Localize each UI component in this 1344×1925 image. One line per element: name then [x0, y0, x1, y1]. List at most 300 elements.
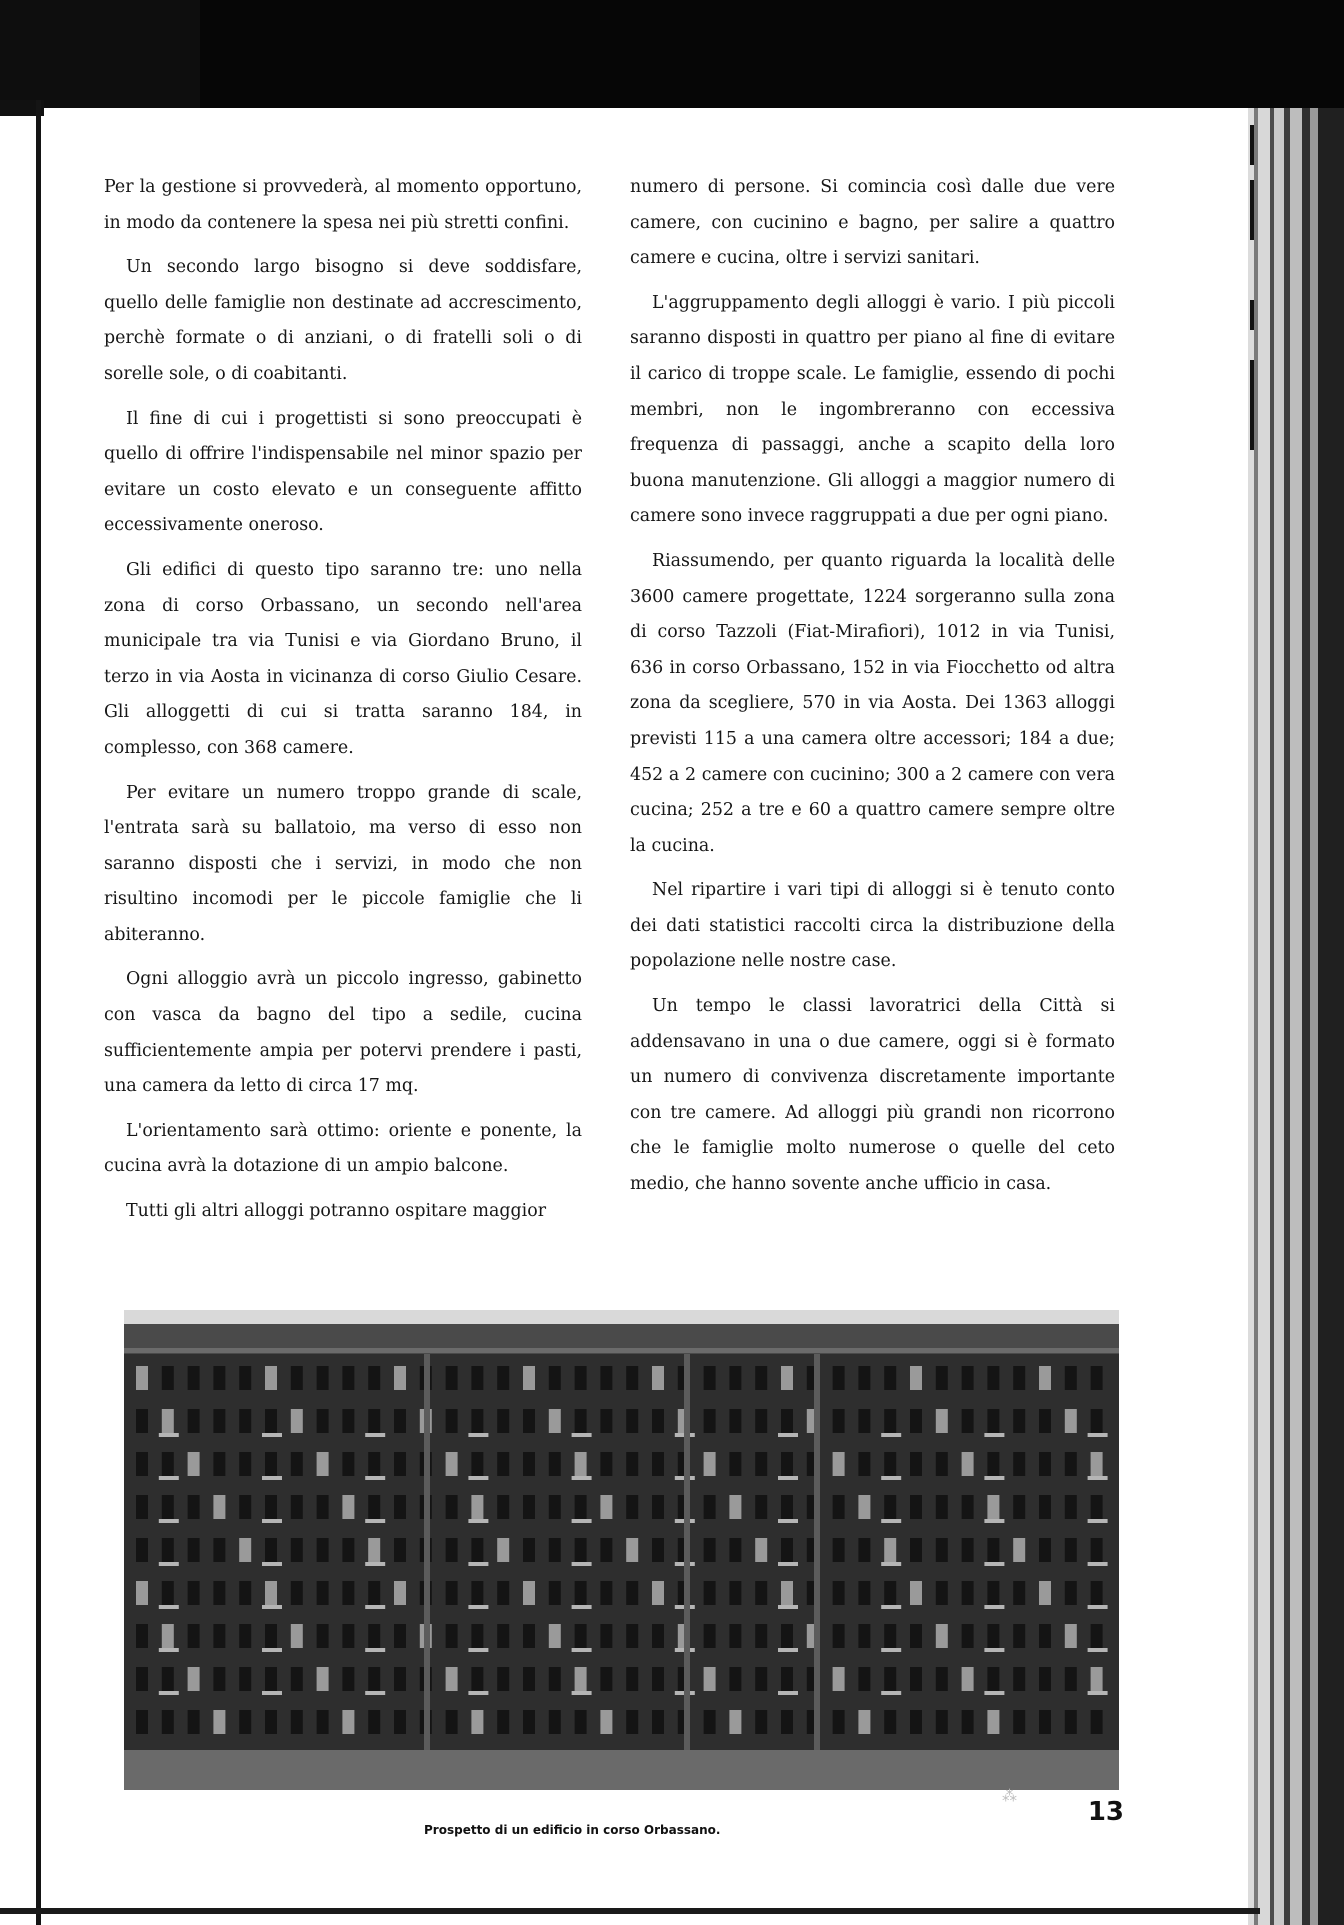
facade-window — [497, 1667, 509, 1691]
figure-caption: Prospetto di un edificio in corso Orbassano. — [424, 1823, 721, 1837]
facade-window — [729, 1581, 741, 1605]
facade-window — [523, 1452, 535, 1476]
facade-balcony — [262, 1476, 282, 1480]
facade-window — [394, 1452, 406, 1476]
facade-window — [394, 1667, 406, 1691]
facade-window — [1091, 1667, 1103, 1691]
facade-window — [342, 1538, 354, 1562]
facade-balcony — [365, 1605, 385, 1609]
facade-window — [317, 1409, 329, 1433]
facade-window — [213, 1581, 225, 1605]
facade-window — [523, 1538, 535, 1562]
facade-window — [755, 1667, 767, 1691]
paragraph: Gli edifici di questo tipo saranno tre: uno nella zona di corso Orbassano, un secondo nell'area municipale tra via Tunisi e via Giordano Bruno, il terzo in via Aosta in vicinanza di corso Giulio Cesare. Gli alloggetti di cui si tratta saranno 184, in complesso, con 368 camere. — [104, 559, 582, 758]
facade-balcony — [1088, 1691, 1108, 1695]
facade-balcony — [365, 1648, 385, 1652]
facade-window — [446, 1581, 458, 1605]
facade-window — [446, 1538, 458, 1562]
facade-window — [1013, 1581, 1025, 1605]
facade-window — [317, 1581, 329, 1605]
facade-window — [136, 1624, 148, 1648]
facade-window — [910, 1667, 922, 1691]
facade-balcony — [881, 1691, 901, 1695]
facade-window — [342, 1452, 354, 1476]
facade-window — [910, 1538, 922, 1562]
facade-window — [213, 1452, 225, 1476]
facade-window — [162, 1581, 174, 1605]
facade-window — [523, 1495, 535, 1519]
smudge-mark: ⁂ — [1002, 1787, 1017, 1805]
facade-window — [188, 1667, 200, 1691]
facade-window — [575, 1581, 587, 1605]
facade-window — [575, 1624, 587, 1648]
facade-window — [781, 1538, 793, 1562]
facade-window — [446, 1452, 458, 1476]
facade-window — [1013, 1624, 1025, 1648]
facade-window — [213, 1538, 225, 1562]
building-elevation-photo — [124, 1310, 1119, 1790]
facade-balcony — [159, 1605, 179, 1609]
facade-window — [1091, 1409, 1103, 1433]
facade-window — [136, 1538, 148, 1562]
facade-window — [626, 1366, 638, 1390]
facade-balcony — [572, 1648, 592, 1652]
facade-window — [162, 1495, 174, 1519]
facade-window — [652, 1581, 664, 1605]
facade-window — [523, 1366, 535, 1390]
facade-window — [471, 1624, 483, 1648]
facade-window — [910, 1366, 922, 1390]
facade-window — [755, 1495, 767, 1519]
facade-window — [833, 1624, 845, 1648]
facade-window — [1065, 1409, 1077, 1433]
facade-window — [239, 1495, 251, 1519]
facade-balcony — [984, 1476, 1004, 1480]
facade-window — [497, 1366, 509, 1390]
facade-window — [858, 1710, 870, 1734]
facade-window — [600, 1495, 612, 1519]
facade-window — [1091, 1366, 1103, 1390]
facade-window — [704, 1495, 716, 1519]
facade-window — [239, 1452, 251, 1476]
facade-window — [704, 1581, 716, 1605]
facade-window — [239, 1409, 251, 1433]
facade-window — [704, 1624, 716, 1648]
facade-window — [962, 1710, 974, 1734]
facade-window — [1013, 1409, 1025, 1433]
facade-window — [368, 1366, 380, 1390]
facade-window — [342, 1581, 354, 1605]
paragraph: Per evitare un numero troppo grande di scale, l'entrata sarà su ballatoio, ma verso di esso non saranno disposti che i servizi, in modo che non risultino incomodi per le piccole famiglie che li abiteranno. — [104, 782, 582, 945]
facade-window — [1013, 1366, 1025, 1390]
facade-window — [600, 1452, 612, 1476]
facade-balcony — [365, 1433, 385, 1437]
facade-window — [213, 1667, 225, 1691]
facade-window — [884, 1452, 896, 1476]
facade-window — [1065, 1581, 1077, 1605]
facade-balcony — [778, 1562, 798, 1566]
facade-window — [781, 1624, 793, 1648]
facade-window — [549, 1667, 561, 1691]
facade-window — [575, 1710, 587, 1734]
facade-window — [755, 1452, 767, 1476]
facade-window — [549, 1366, 561, 1390]
facade-window — [523, 1409, 535, 1433]
facade-window — [910, 1409, 922, 1433]
facade-balcony — [881, 1562, 901, 1566]
facade-window — [162, 1710, 174, 1734]
facade-balcony — [468, 1433, 488, 1437]
facade-window — [162, 1409, 174, 1433]
facade-balcony — [468, 1648, 488, 1652]
facade-window — [342, 1624, 354, 1648]
facade-window — [1065, 1538, 1077, 1562]
facade-window — [265, 1667, 277, 1691]
facade-window — [342, 1710, 354, 1734]
paragraph: Nel ripartire i vari tipi di alloggi si è tenuto conto dei dati statistici raccolti circa la distribuzione della popolazione nelle nostre case. — [630, 880, 1115, 972]
facade-window — [1065, 1452, 1077, 1476]
facade-window — [523, 1710, 535, 1734]
facade-window — [291, 1495, 303, 1519]
facade-window — [729, 1366, 741, 1390]
facade-window — [729, 1624, 741, 1648]
facade-window — [549, 1581, 561, 1605]
edge-mark — [1250, 125, 1254, 165]
facade-balcony — [365, 1476, 385, 1480]
facade-window — [936, 1495, 948, 1519]
facade-window — [1091, 1710, 1103, 1734]
facade-window — [523, 1581, 535, 1605]
facade-window — [833, 1667, 845, 1691]
facade-window — [549, 1452, 561, 1476]
text-column-left — [104, 170, 582, 1239]
facade-window — [987, 1366, 999, 1390]
facade-window — [936, 1452, 948, 1476]
facade-window — [1039, 1581, 1051, 1605]
facade-window — [239, 1366, 251, 1390]
facade-window — [549, 1409, 561, 1433]
facade-window — [1013, 1538, 1025, 1562]
facade-window — [317, 1710, 329, 1734]
facade-window — [368, 1538, 380, 1562]
facade-window — [729, 1538, 741, 1562]
facade-window — [858, 1624, 870, 1648]
facade-window — [368, 1624, 380, 1648]
edge-mark — [1250, 180, 1254, 240]
facade-balcony — [365, 1562, 385, 1566]
facade-window — [265, 1538, 277, 1562]
facade-window — [600, 1624, 612, 1648]
facade-window — [471, 1538, 483, 1562]
facade-window — [265, 1366, 277, 1390]
facade-window — [936, 1409, 948, 1433]
facade-balcony — [984, 1562, 1004, 1566]
facade-window — [1091, 1495, 1103, 1519]
facade-balcony — [778, 1433, 798, 1437]
facade-balcony — [881, 1648, 901, 1652]
facade-window — [781, 1710, 793, 1734]
facade-window — [575, 1452, 587, 1476]
facade-window — [626, 1452, 638, 1476]
facade-window — [136, 1495, 148, 1519]
facade-balcony — [572, 1476, 592, 1480]
facade-window — [755, 1538, 767, 1562]
facade-window — [497, 1624, 509, 1648]
facade-window — [265, 1581, 277, 1605]
facade-window — [987, 1581, 999, 1605]
facade-balcony — [572, 1433, 592, 1437]
facade-window — [549, 1624, 561, 1648]
facade-window — [497, 1452, 509, 1476]
facade-window — [1039, 1366, 1051, 1390]
facade-window — [755, 1710, 767, 1734]
facade-window — [549, 1710, 561, 1734]
facade-window — [575, 1538, 587, 1562]
facade-window — [626, 1710, 638, 1734]
facade-window — [291, 1710, 303, 1734]
facade-window — [1013, 1452, 1025, 1476]
facade-window — [781, 1581, 793, 1605]
facade-window — [368, 1581, 380, 1605]
facade-window — [1091, 1624, 1103, 1648]
facade-window — [497, 1538, 509, 1562]
facade-window — [342, 1495, 354, 1519]
facade-window — [858, 1495, 870, 1519]
facade-balcony — [365, 1519, 385, 1523]
paragraph: L'aggruppamento degli alloggi è vario. I più piccoli saranno disposti in quattro per piano al fine di evitare il carico di troppe scale. Le famiglie, essendo di pochi membri, non le ingombreranno con eccessiva frequenza di passaggi, anche a scapito della loro buona manutenzione. Gli alloggi a maggior numero di camere sono invece raggruppati a due per ogni piano. — [630, 292, 1115, 527]
facade-balcony — [159, 1433, 179, 1437]
facade-window — [858, 1538, 870, 1562]
facade-window — [188, 1452, 200, 1476]
facade-balcony — [778, 1691, 798, 1695]
facade-window — [626, 1495, 638, 1519]
facade-window — [652, 1667, 664, 1691]
facade-window — [368, 1409, 380, 1433]
facade-window — [936, 1710, 948, 1734]
facade-window — [781, 1452, 793, 1476]
facade-window — [317, 1495, 329, 1519]
facade-window — [1039, 1409, 1051, 1433]
facade-window — [317, 1667, 329, 1691]
facade-balcony — [262, 1691, 282, 1695]
facade-window — [394, 1581, 406, 1605]
facade-window — [858, 1366, 870, 1390]
facade-window — [471, 1581, 483, 1605]
facade-window — [936, 1667, 948, 1691]
paragraph: Tutti gli altri alloggi potranno ospitare maggior — [126, 1201, 547, 1222]
facade-window — [884, 1538, 896, 1562]
facade-window — [239, 1710, 251, 1734]
facade-window — [136, 1581, 148, 1605]
facade-window — [626, 1624, 638, 1648]
facade-window — [729, 1495, 741, 1519]
facade-window — [910, 1624, 922, 1648]
paragraph: L'orientamento sarà ottimo: oriente e ponente, la cucina avrà la dotazione di un ampio balcone. — [104, 1120, 582, 1177]
facade-window — [162, 1366, 174, 1390]
facade-balcony — [159, 1648, 179, 1652]
paragraph: Il fine di cui i progettisti si sono preoccupati è quello di offrire l'indispensabile nel minor spazio per evitare un costo elevato e un conseguente affitto eccessivamente oneroso. — [104, 408, 582, 536]
facade-balcony — [262, 1562, 282, 1566]
facade-balcony — [1088, 1476, 1108, 1480]
facade-window — [265, 1495, 277, 1519]
facade-window — [188, 1581, 200, 1605]
facade-window — [987, 1409, 999, 1433]
facade-window — [497, 1409, 509, 1433]
facade-window — [1039, 1538, 1051, 1562]
facade-balcony — [984, 1605, 1004, 1609]
facade-window — [936, 1538, 948, 1562]
facade-window — [1065, 1624, 1077, 1648]
facade-window — [575, 1409, 587, 1433]
facade-balcony — [262, 1433, 282, 1437]
facade-window — [188, 1624, 200, 1648]
edge-mark — [1250, 360, 1254, 450]
facade-window — [884, 1409, 896, 1433]
facade-balcony — [572, 1691, 592, 1695]
facade-window — [188, 1409, 200, 1433]
facade-window — [755, 1366, 767, 1390]
facade-window — [755, 1581, 767, 1605]
facade-window — [471, 1495, 483, 1519]
facade-window — [858, 1409, 870, 1433]
facade-window — [987, 1710, 999, 1734]
facade-window — [1013, 1495, 1025, 1519]
facade-window — [446, 1667, 458, 1691]
facade-window — [833, 1409, 845, 1433]
facade-window — [368, 1495, 380, 1519]
facade-window — [265, 1624, 277, 1648]
facade-window — [291, 1452, 303, 1476]
facade-window — [317, 1624, 329, 1648]
facade-window — [936, 1366, 948, 1390]
facade-pilaster — [684, 1354, 690, 1750]
facade-window — [136, 1710, 148, 1734]
facade-window — [136, 1667, 148, 1691]
facade-window — [471, 1710, 483, 1734]
facade-window — [729, 1452, 741, 1476]
facade-pilaster — [814, 1354, 820, 1750]
facade-balcony — [572, 1519, 592, 1523]
facade-balcony — [159, 1691, 179, 1695]
facade-balcony — [468, 1691, 488, 1695]
facade-window — [1039, 1710, 1051, 1734]
facade-window — [523, 1667, 535, 1691]
facade-window — [884, 1624, 896, 1648]
facade-window — [1039, 1667, 1051, 1691]
facade-window — [704, 1366, 716, 1390]
facade-balcony — [778, 1519, 798, 1523]
facade-balcony — [984, 1691, 1004, 1695]
facade-balcony — [159, 1519, 179, 1523]
facade-window — [1091, 1581, 1103, 1605]
facade-window — [858, 1667, 870, 1691]
facade-balcony — [572, 1562, 592, 1566]
facade-window — [213, 1366, 225, 1390]
facade-balcony — [1088, 1519, 1108, 1523]
facade-window — [1065, 1366, 1077, 1390]
facade-balcony — [365, 1691, 385, 1695]
facade-window — [910, 1452, 922, 1476]
facade-window — [394, 1409, 406, 1433]
facade-balcony — [881, 1476, 901, 1480]
facade-window — [136, 1409, 148, 1433]
facade-window — [962, 1495, 974, 1519]
facade-window — [265, 1710, 277, 1734]
facade-window — [394, 1366, 406, 1390]
facade-balcony — [262, 1519, 282, 1523]
facade-window — [781, 1409, 793, 1433]
facade-balcony — [778, 1476, 798, 1480]
facade-window — [575, 1366, 587, 1390]
facade-balcony — [572, 1605, 592, 1609]
facade-window — [188, 1710, 200, 1734]
facade-window — [729, 1409, 741, 1433]
facade-window — [342, 1409, 354, 1433]
facade-window — [446, 1624, 458, 1648]
facade-balcony — [468, 1605, 488, 1609]
facade-window — [162, 1452, 174, 1476]
facade-window — [833, 1710, 845, 1734]
facade-window — [394, 1710, 406, 1734]
facade-window — [471, 1366, 483, 1390]
facade-window — [368, 1710, 380, 1734]
facade-window — [1039, 1452, 1051, 1476]
facade-window — [497, 1495, 509, 1519]
facade-balcony — [778, 1605, 798, 1609]
facade-window — [162, 1667, 174, 1691]
facade-window — [910, 1710, 922, 1734]
facade-window — [317, 1538, 329, 1562]
facade-window — [704, 1452, 716, 1476]
facade-balcony — [262, 1648, 282, 1652]
facade-window — [1039, 1624, 1051, 1648]
facade-window — [755, 1409, 767, 1433]
facade-window — [549, 1495, 561, 1519]
facade-window — [833, 1452, 845, 1476]
facade-balcony — [1088, 1605, 1108, 1609]
facade-window — [136, 1452, 148, 1476]
facade-window — [626, 1538, 638, 1562]
facade-window — [652, 1366, 664, 1390]
facade-window — [704, 1409, 716, 1433]
facade-balcony — [468, 1519, 488, 1523]
facade-window — [213, 1624, 225, 1648]
paragraph: Riassumendo, per quanto riguarda la località delle 3600 camere progettate, 1224 sorgeranno sulla zona di corso Tazzoli (Fiat-Mirafiori), 1012 in via Tunisi, 636 in corso Orbassano, 152 in via Fiocchetto od altra zona da scegliere, 570 in via Aosta. Dei 1363 alloggi previsti 115 a una camera oltre accessori; 184 a due; 452 a 2 camere con cucinino; 300 a 2 camere con vera cucina; 252 a tre e 60 a quattro camere sempre oltre la cucina. — [630, 550, 1115, 856]
scan-right-border — [1248, 108, 1344, 1925]
facade-window — [471, 1452, 483, 1476]
facade-window — [652, 1409, 664, 1433]
facade-window — [781, 1667, 793, 1691]
edge-mark — [1250, 300, 1254, 330]
facade-window — [213, 1409, 225, 1433]
facade-window — [987, 1538, 999, 1562]
facade-window — [291, 1624, 303, 1648]
facade-window — [1013, 1667, 1025, 1691]
facade-window — [136, 1366, 148, 1390]
facade-window — [729, 1710, 741, 1734]
facade-window — [188, 1495, 200, 1519]
facade-window — [342, 1667, 354, 1691]
facade-window — [884, 1581, 896, 1605]
facade-window — [910, 1495, 922, 1519]
facade-balcony — [984, 1519, 1004, 1523]
facade-window — [239, 1624, 251, 1648]
facade-window — [704, 1538, 716, 1562]
facade-window — [265, 1452, 277, 1476]
facade-window — [600, 1366, 612, 1390]
scan-bottom-border — [0, 1908, 1260, 1914]
facade-window — [600, 1409, 612, 1433]
